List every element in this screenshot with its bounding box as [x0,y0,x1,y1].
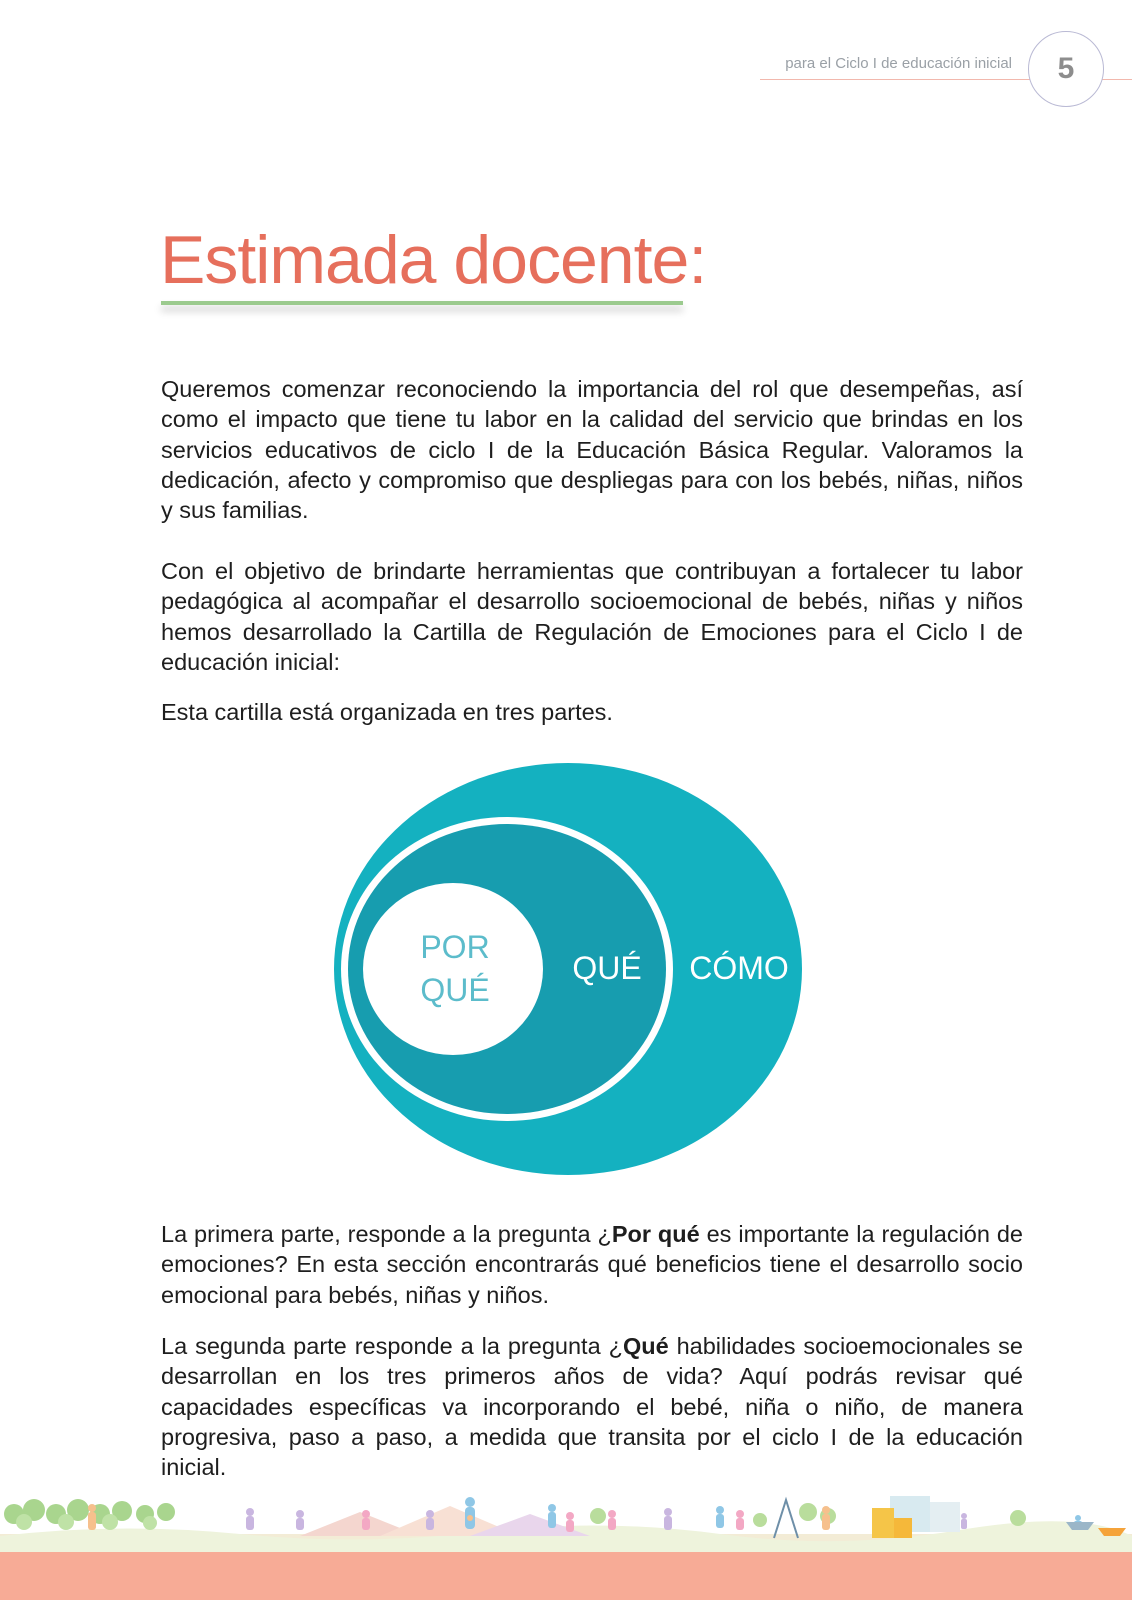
emphasis-por-que: Por qué [611,1221,700,1247]
footer-illustration [0,1492,1132,1552]
paragraph-part-two: La segunda parte responde a la pregunta ¿Qué habilidades socioemocionales se desarrollan en los tres primeros años de vida? Aquí podrás revisar qué capacidades específicas va incorporando el bebé, niña o niño, de manera progresiva, paso a paso, a medida que transita por el ciclo I de la educación inicial. [161,1333,1023,1481]
title-underline [161,301,683,305]
page-number: 5 [1028,31,1104,107]
paragraph-intro: Queremos comenzar reconociendo la importancia del rol que desempeñas, así como el impacto que tiene tu labor en la calidad del servicio que brindas en los servicios educativos de ciclo I de la Educación Básica Regular. Valoramos la dedicación, afecto y compromiso que despliegas para con los bebés, niñas, niños y sus familias. [161,376,1023,524]
inner-label-line1: POR [420,929,490,965]
inner-ellipse-por-que [363,883,543,1055]
three-parts-diagram [333,762,803,1176]
running-title: para el Ciclo I de educación inicial [785,55,1012,72]
middle-label: QUÉ [572,950,642,986]
paragraph-objective: Con el objetivo de brindarte herramientas que contribuyan a fortalecer tu labor pedagógica al acompañar el desarrollo socioemocional de bebés, niñas y niños hemos desarrollado la Cartilla de Regulación de Emociones para el Ciclo I de educación inicial: [161,558,1023,675]
footer-band [0,1552,1132,1600]
paragraph-part-one: La primera parte, responde a la pregunta ¿Por qué es importante la regulación de emociones? En esta sección encontrarás qué beneficios tiene el desarrollo socio emocional para bebés, niñas y niños. [161,1221,1023,1308]
page-title: Estimada docente: [160,222,707,298]
paragraph-organization: Esta cartilla está organizada en tres partes. [161,699,613,725]
inner-label-line2: QUÉ [420,972,490,1008]
outer-label: CÓMO [689,950,789,986]
emphasis-que: Qué [622,1333,669,1359]
